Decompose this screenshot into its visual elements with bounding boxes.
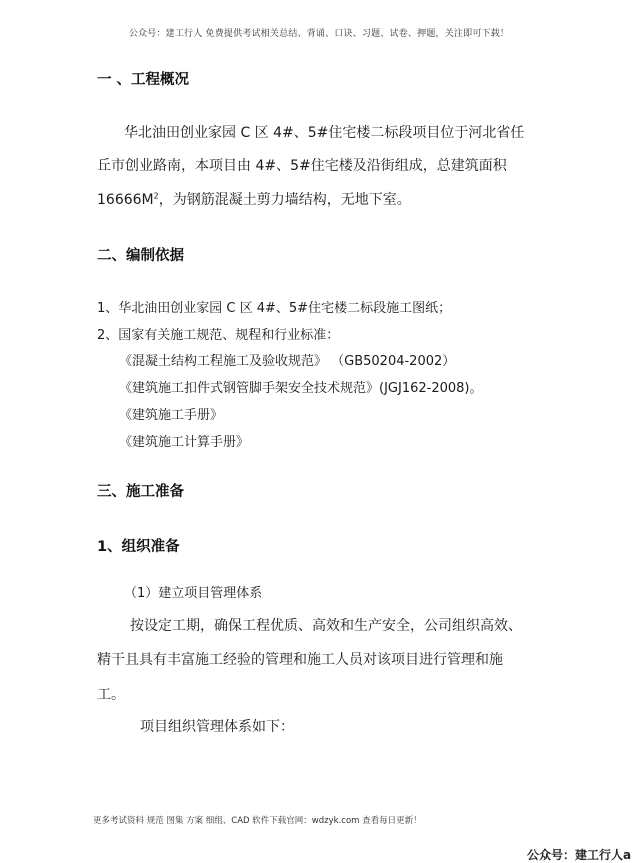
section3-heading: 三、施工准备 — [97, 484, 184, 500]
section3-para2: 项目组织管理体系如下： — [140, 719, 294, 735]
section1-line3 — [97, 189, 411, 209]
reference-item: 《建筑施工扣件式钢管脚手架安全技术规范》(JGJ162-2008)。 — [119, 381, 483, 396]
section1-line3-rest: ，为钢筋混凝土剪力墙结构，无地下室。 — [158, 192, 411, 208]
section3-item-label: （1）建立项目管理体系 — [124, 586, 263, 601]
section2-item2: 2、国家有关施工规范、规程和行业标准： — [97, 328, 340, 343]
section1-line1: 华北油田创业家园 C 区 4#、5#住宅楼二标段项目位于河北省任 — [124, 125, 525, 141]
reference-item: 《建筑施工计算手册》 — [119, 435, 250, 450]
reference-item: 《建筑施工手册》 — [119, 408, 224, 423]
footer-note: 更多考试资料 规范 图集 方案 细组、CAD 软件下载官网：wdzyk.com 查看每日更新！ — [93, 816, 422, 826]
header-note: 公众号：建工行人 免费提供考试相关总结、背诵、口诀、习题、试卷、押题，关注即可下载！ — [128, 29, 510, 39]
section1-line2: 丘市创业路南，本项目由 4#、5#住宅楼及沿街组成，总建筑面积 — [97, 158, 507, 174]
section3-para-line1: 按设定工期，确保工程优质、高效和生产安全，公司组织高效、 — [130, 618, 522, 634]
area-value: 16666M — [97, 192, 154, 208]
footer-watermark: 公众号：建工行人a — [527, 848, 632, 862]
section3-para-line2: 精干且具有丰富施工经验的管理和施工人员对该项目进行管理和施 — [97, 652, 503, 668]
section1-heading: 一 、工程概况 — [97, 72, 190, 88]
section3-para-line3: 工。 — [97, 687, 125, 703]
reference-item: 《混凝土结构工程施工及验收规范》 （GB50204-2002） — [119, 354, 456, 369]
area-superscript: 2 — [153, 191, 159, 201]
section3-subheading: 1、组织准备 — [97, 539, 180, 555]
section2-item1: 1、华北油田创业家园 C 区 4#、5#住宅楼二标段施工图纸； — [97, 301, 452, 316]
section2-heading: 二、编制依据 — [97, 248, 184, 264]
